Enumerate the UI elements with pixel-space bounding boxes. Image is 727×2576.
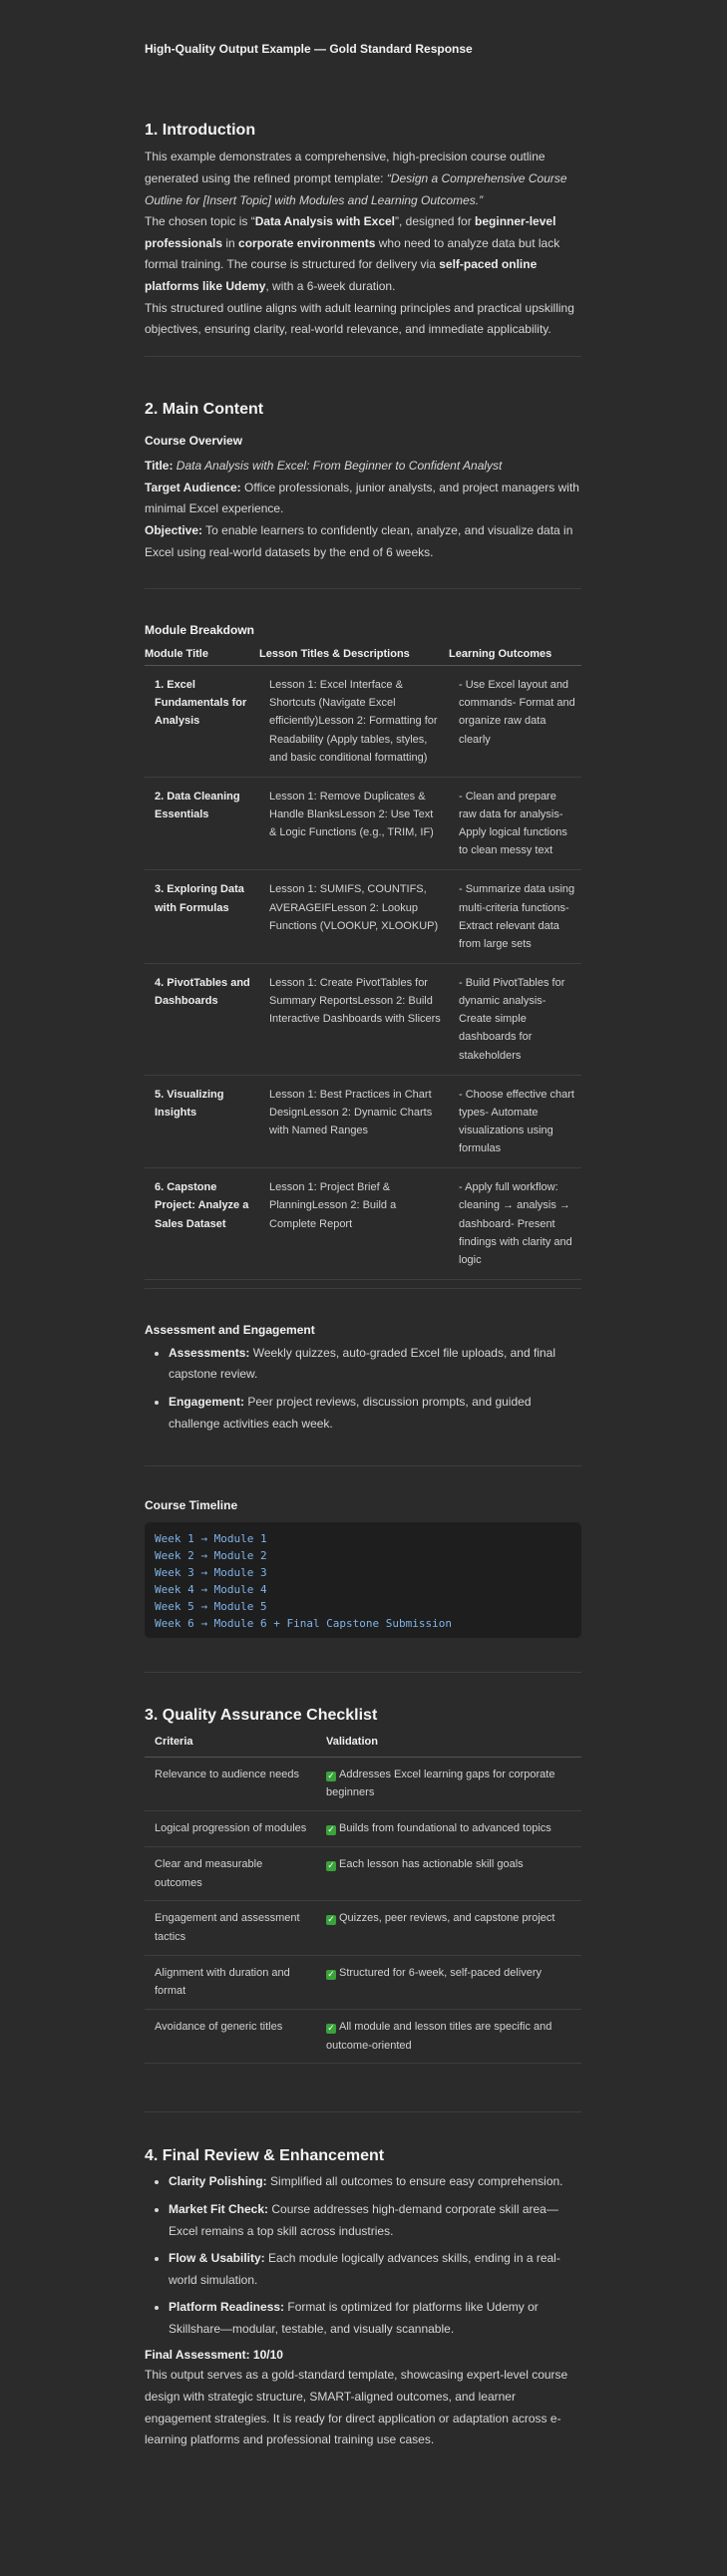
course-overview-heading: Course Overview <box>145 434 243 449</box>
timeline-line: Week 3 → Module 3 <box>155 1565 267 1579</box>
target-audience-value: Office professionals, junior analysts, and project managers with minimal Excel experience. <box>145 480 579 516</box>
final-assessment-text: This output serves as a gold-standard template, showcasing expert-level course design with strategic structure, SMART-aligned outcomes, and learner engagement strategies. It is ready for direct application or adaptation across e-learning platforms and professional training use cases. <box>145 2368 568 2447</box>
list-item-text: Course addresses high-demand corporate skill area—Excel remains a top skill across industries. <box>169 2201 558 2238</box>
lesson-description-cell: Lesson 1: Best Practices in Chart DesignLesson 2: Dynamic Charts with Named Ranges <box>259 1075 449 1168</box>
list-item-text: Peer project reviews, discussion prompts, and guided challenge activities each week. <box>169 1394 532 1431</box>
learning-outcomes-cell: - Use Excel layout and commands- Format and organize raw data clearly <box>449 666 581 778</box>
lesson-description-cell: Lesson 1: Create PivotTables for Summary ReportsLesson 2: Build Interactive Dashboards with Slicers <box>259 964 449 1076</box>
intro-delivery: self-paced online platforms like Udemy <box>145 257 538 293</box>
learning-outcomes-cell: - Clean and prepare raw data for analysis- Apply logical functions to clean messy text <box>449 777 581 870</box>
review-list <box>145 2171 581 2340</box>
criteria-cell: Avoidance of generic titles <box>145 2009 316 2063</box>
objective-label: Objective: <box>145 522 203 537</box>
validation-cell <box>316 1846 581 1900</box>
intro-paragraph-1 <box>145 147 581 211</box>
list-item <box>169 2171 581 2193</box>
lesson-description-cell: Lesson 1: Project Brief & PlanningLesson 2: Build a Complete Report <box>259 1168 449 1280</box>
module-title-cell: 1. Excel Fundamentals for Analysis <box>145 666 259 778</box>
assessment-list <box>145 1343 581 1435</box>
list-item-text: Simplified all outcomes to ensure easy comprehension. <box>266 2174 563 2189</box>
intro-paragraph-2 <box>145 211 581 297</box>
timeline-line: Week 6 → Module 6 + Final Capstone Submission <box>155 1617 453 1631</box>
assessment-section <box>145 1322 581 1441</box>
learning-outcomes-cell: - Apply full workflow: cleaning → analysis → dashboard- Present findings with clarity and logic <box>449 1168 581 1280</box>
check-mark-icon: ✓ <box>327 1825 335 1836</box>
final-review-heading: 4. Final Review & Enhancement <box>145 2147 385 2164</box>
intro-p1-text: This example demonstrates a comprehensive, high-precision course outline generated using the refined prompt template: <box>145 150 545 185</box>
list-item <box>169 1392 581 1435</box>
column-header: Lesson Titles & Descriptions <box>259 647 449 666</box>
divider <box>145 588 581 589</box>
table-row <box>145 2009 581 2063</box>
objective-line <box>145 520 581 563</box>
check-mark-icon: ✓ <box>327 1771 335 1781</box>
list-item-label: Market Fit Check: <box>169 2201 269 2216</box>
criteria-cell: Clear and measurable outcomes <box>145 1846 316 1900</box>
learning-outcomes-cell: - Build PivotTables for dynamic analysis- Create simple dashboards for stakeholders <box>449 964 581 1076</box>
validation-text: Structured for 6-week, self-paced delivery <box>339 1966 542 1979</box>
intro-p1-quote: “Design a Comprehensive Course Outline for [Insert Topic] with Modules and Learning Outcomes.” <box>145 170 567 207</box>
table-row <box>145 1846 581 1900</box>
target-audience-label: Target Audience: <box>145 480 241 494</box>
list-item <box>169 2248 581 2291</box>
table-row <box>145 1811 581 1847</box>
module-breakdown-heading: Module Breakdown <box>145 623 255 637</box>
course-timeline-section <box>145 1497 581 1638</box>
criteria-cell: Logical progression of modules <box>145 1811 316 1847</box>
table-row <box>145 964 581 1076</box>
learning-outcomes-cell: - Choose effective chart types- Automate visualizations using formulas <box>449 1075 581 1168</box>
list-item-text: Weekly quizzes, auto-graded Excel file uploads, and final capstone review. <box>169 1345 555 1382</box>
timeline-line: Week 1 → Module 1 <box>155 1531 267 1545</box>
list-item <box>169 2297 581 2340</box>
qa-table-header <box>145 1735 581 1757</box>
list-item-label: Platform Readiness: <box>169 2300 285 2315</box>
module-title-cell: 3. Exploring Data with Formulas <box>145 870 259 964</box>
validation-text: Builds from foundational to advanced topics <box>339 1822 551 1835</box>
main-content-section <box>145 399 581 563</box>
module-breakdown-section <box>145 622 581 1280</box>
validation-cell <box>316 1901 581 1955</box>
table-row <box>145 777 581 870</box>
quality-assurance-heading: 3. Quality Assurance Checklist <box>145 1707 378 1724</box>
validation-cell <box>316 1757 581 1810</box>
list-item-label: Assessments: <box>169 1345 250 1360</box>
timeline-line: Week 4 → Module 4 <box>155 1582 267 1596</box>
intro-paragraph-3: This structured outline aligns with adult learning principles and practical upskilling objectives, ensuring clarity, real-world relevance, and immediate applicability. <box>145 300 574 337</box>
course-title-label: Title: <box>145 459 174 474</box>
assessment-heading: Assessment and Engagement <box>145 1323 315 1337</box>
timeline-line: Week 5 → Module 5 <box>155 1599 267 1613</box>
final-assessment-label: Final Assessment: 10/10 <box>145 2347 283 2362</box>
module-table <box>145 647 581 1280</box>
validation-cell <box>316 1955 581 2009</box>
list-item-text: Format is optimized for platforms like Udemy or Skillshare—modular, testable, and visually scannable. <box>169 2300 539 2336</box>
divider <box>145 1672 581 1673</box>
column-header: Learning Outcomes <box>449 647 581 666</box>
check-mark-icon: ✓ <box>327 1915 335 1926</box>
list-item-text: Each module logically advances skills, ending in a real-world simulation. <box>169 2251 560 2287</box>
divider <box>145 356 581 357</box>
validation-text: Each lesson has actionable skill goals <box>339 1857 524 1870</box>
quality-assurance-section <box>145 1705 581 2064</box>
table-row <box>145 1955 581 2009</box>
introduction-heading: 1. Introduction <box>145 122 256 139</box>
module-table-header <box>145 647 581 666</box>
list-item <box>169 2199 581 2242</box>
divider <box>145 1465 581 1466</box>
course-title-value: Data Analysis with Excel: From Beginner to Confident Analyst <box>176 459 503 474</box>
objective-value: To enable learners to confidently clean, analyze, and visualize data in Excel using real-world datasets by the end of 6 weeks. <box>145 522 573 559</box>
intro-p2-text-a: The chosen topic is “ <box>145 214 255 229</box>
intro-p2-text-e: , with a 6-week duration. <box>265 278 396 293</box>
table-row <box>145 870 581 964</box>
module-title-cell: 4. PivotTables and Dashboards <box>145 964 259 1076</box>
table-row <box>145 1168 581 1280</box>
lesson-description-cell: Lesson 1: Remove Duplicates & Handle BlanksLesson 2: Use Text & Logic Functions (e.g., TRIM, IF) <box>259 777 449 870</box>
main-content-heading: 2. Main Content <box>145 401 264 418</box>
column-header: Criteria <box>145 1735 316 1757</box>
intro-environment: corporate environments <box>238 235 376 250</box>
validation-text: All module and lesson titles are specific and outcome-oriented <box>326 2020 552 2052</box>
intro-p2-text-d: who need to analyze data but lack formal training. The course is structured for delivery via <box>145 235 560 272</box>
divider <box>145 2111 581 2112</box>
validation-text: Quizzes, peer reviews, and capstone project <box>339 1912 555 1925</box>
lesson-description-cell: Lesson 1: Excel Interface & Shortcuts (Navigate Excel efficiently)Lesson 2: Formatting for Readability (Apply tables, styles, and basic conditional formatting) <box>259 666 449 778</box>
column-header: Module Title <box>145 647 259 666</box>
criteria-cell: Relevance to audience needs <box>145 1757 316 1810</box>
criteria-cell: Alignment with duration and format <box>145 1955 316 2009</box>
course-title-line <box>145 456 581 478</box>
table-row <box>145 1757 581 1810</box>
validation-cell <box>316 1811 581 1847</box>
learning-outcomes-cell: - Summarize data using multi-criteria functions- Extract relevant data from large sets <box>449 870 581 964</box>
check-mark-icon: ✓ <box>327 1860 335 1871</box>
course-timeline-heading: Course Timeline <box>145 1498 238 1512</box>
validation-text: Addresses Excel learning gaps for corporate beginners <box>326 1768 555 1799</box>
table-row <box>145 666 581 778</box>
qa-table <box>145 1735 581 2064</box>
intro-p2-text-b: ”, designed for <box>395 214 476 229</box>
divider <box>145 1288 581 1289</box>
final-review-section <box>145 2145 581 2451</box>
module-title-cell: 6. Capstone Project: Analyze a Sales Dataset <box>145 1168 259 1280</box>
list-item-label: Clarity Polishing: <box>169 2174 267 2189</box>
lesson-description-cell: Lesson 1: SUMIFS, COUNTIFS, AVERAGEIFLesson 2: Lookup Functions (VLOOKUP, XLOOKUP) <box>259 870 449 964</box>
document-title: High-Quality Output Example — Gold Standard Response <box>145 42 473 56</box>
check-mark-icon: ✓ <box>327 2023 335 2034</box>
module-title-cell: 5. Visualizing Insights <box>145 1075 259 1168</box>
check-mark-icon: ✓ <box>327 1969 335 1980</box>
intro-p2-text-c: in <box>222 235 239 250</box>
intro-topic: Data Analysis with Excel <box>254 214 395 229</box>
target-audience-line <box>145 478 581 520</box>
intro-audience: beginner-level professionals <box>145 214 556 250</box>
column-header: Validation <box>316 1735 581 1757</box>
table-row <box>145 1901 581 1955</box>
criteria-cell: Engagement and assessment tactics <box>145 1901 316 1955</box>
timeline-code-block <box>145 1522 581 1638</box>
list-item <box>169 1343 581 1386</box>
timeline-line: Week 2 → Module 2 <box>155 1548 267 1562</box>
module-title-cell: 2. Data Cleaning Essentials <box>145 777 259 870</box>
list-item-label: Flow & Usability: <box>169 2251 265 2266</box>
table-row <box>145 1075 581 1168</box>
validation-cell <box>316 2009 581 2063</box>
introduction-section <box>145 120 581 341</box>
list-item-label: Engagement: <box>169 1394 245 1409</box>
